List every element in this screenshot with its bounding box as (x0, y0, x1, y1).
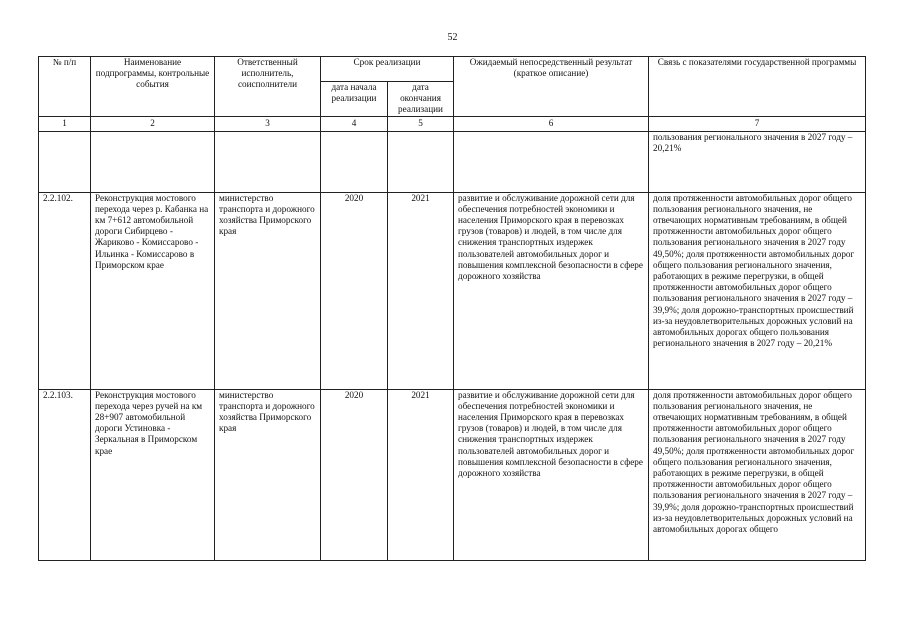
col-number: 6 (454, 116, 649, 131)
row-link: доля протяженности автомобильных дорог общего пользования регионального значения, не отвечающих нормативным требованиям, в общей протяженности автомобильных дорог общего пользования регионального значения в 2027 году 49,50%; доля протяженности автомобильных дорог общего пользования регионального значения, работающих в режиме перегрузки, в общей протяженности автомобильных дорог общего пользования регионального значения в 2027 году – 39,9%; доля дорожно-транспортных происшествий из-за неудовлетворительных дорожных условий на автомобильных дорогах общего пользования регионального значения в 2027 году – 20,21% (649, 192, 866, 389)
col-number: 7 (649, 116, 866, 131)
header-start: дата начала реализации (321, 82, 388, 117)
continuation-row (39, 131, 866, 192)
row-start-year: 2020 (321, 192, 388, 389)
row-number: 2.2.103. (39, 389, 91, 560)
header-link: Связь с показателями государственной программы (649, 57, 866, 117)
header-responsible: Ответственный исполнитель, соисполнители (215, 57, 321, 117)
row-result: развитие и обслуживание дорожной сети для обеспечения потребностей экономики и населения Приморского края в перевозках грузов (товаров) и людей, в том числе для снижения транспортных издержек пользователей автомобильных дорог и повышения комплексной безопасности в сфере дорожного хозяйства (454, 192, 649, 389)
row-responsible: министерство транспорта и дорожного хозяйства Приморского края (215, 389, 321, 560)
col-number: 3 (215, 116, 321, 131)
header-num: № п/п (39, 57, 91, 117)
row-link: доля протяженности автомобильных дорог общего пользования регионального значения, не отвечающих нормативным требованиям, в общей протяженности автомобильных дорог общего пользования регионального значения в 2027 году 49,50%; доля протяженности автомобильных дорог общего пользования регионального значения, работающих в режиме перегрузки, в общей протяженности автомобильных дорог общего пользования регионального значения в 2027 году – 39,9%; доля дорожно-транспортных происшествий из-за неудовлетворительных дорожных условий на автомобильных дорогах общего (649, 389, 866, 560)
row-name: Реконструкция мостового перехода через р. Кабанка на км 7+612 автомобильной дороги Сибирцево - Жариково - Комиссарово - Ильинка - Комиссарово в Приморском крае (91, 192, 215, 389)
page-number: 52 (447, 32, 458, 43)
header-period: Срок реализации (321, 57, 454, 82)
table-row (39, 389, 866, 560)
col-number: 1 (39, 116, 91, 131)
row-name: Реконструкция мостового перехода через ручей на км 28+907 автомобильной дороги Устиновка - Зеркальная в Приморском крае (91, 389, 215, 560)
row-number: 2.2.102. (39, 192, 91, 389)
table-row (39, 192, 866, 389)
row-responsible: министерство транспорта и дорожного хозяйства Приморского края (215, 192, 321, 389)
continuation-link: пользования регионального значения в 2027 году – 20,21% (649, 131, 866, 192)
header-end: дата окончания реализации (388, 82, 454, 117)
header-row (39, 57, 866, 82)
col-number: 5 (388, 116, 454, 131)
row-result: развитие и обслуживание дорожной сети для обеспечения потребностей экономики и населения Приморского края в перевозках грузов (товаров) и людей, в том числе для снижения транспортных издержек пользователей автомобильных дорог и повышения комплексной безопасности в сфере дорожного хозяйства (454, 389, 649, 560)
row-end-year: 2021 (388, 389, 454, 560)
row-start-year: 2020 (321, 389, 388, 560)
program-table (38, 56, 866, 561)
row-end-year: 2021 (388, 192, 454, 389)
col-number: 2 (91, 116, 215, 131)
column-numbers-row (39, 116, 866, 131)
col-number: 4 (321, 116, 388, 131)
header-name: Наименование подпрограммы, контрольные события (91, 57, 215, 117)
header-result: Ожидаемый непосредственный результат (краткое описание) (454, 57, 649, 117)
